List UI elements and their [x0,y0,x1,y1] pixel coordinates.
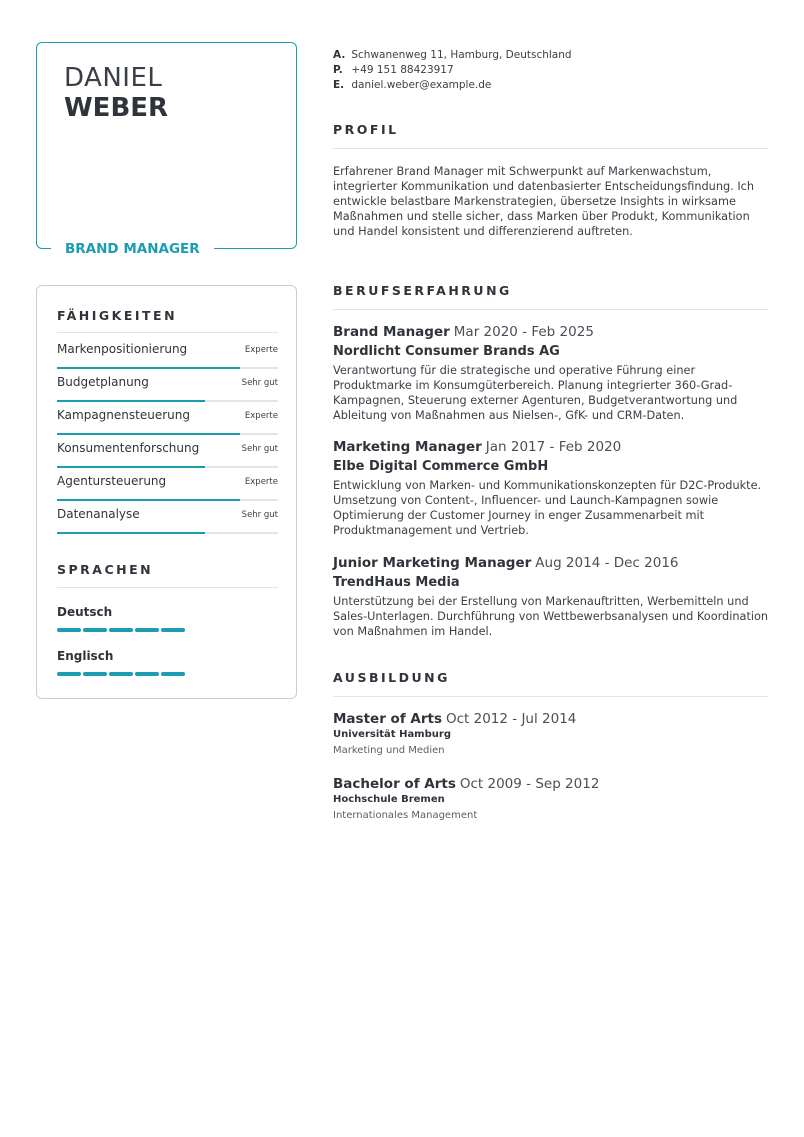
contact-phone [333,63,572,78]
languages-divider [57,587,278,588]
edu-degree: Master of Arts [333,711,442,727]
skill-bar-fill [57,532,205,534]
skill-bar [57,532,278,534]
job-role: Junior Marketing Manager [333,555,532,571]
skill-item [57,402,278,435]
skill-level: Experte [244,345,278,355]
skill-item [57,468,278,501]
edu-school: Hochschule Bremen [333,794,445,805]
languages-heading: SPRACHEN [57,562,154,577]
skill-item [57,501,278,534]
job-dates: Jan 2017 - Feb 2020 [485,439,622,455]
language-name: Deutsch [57,605,113,619]
job-description: Verantwortung für die strategische und operative Führung einer Produktmarke im Konsumgüterbereich. Planung integrierter 360-Grad-Kampagnen, Steuerung externer Agenturen, Budgetverantwortung und Ableitung von Maßnahmen aus Nielsen-, GfK- und CRM-Daten. [333,364,738,422]
job-role: Brand Manager [333,324,450,340]
skill-level: Experte [244,477,278,487]
skills-divider [57,332,278,333]
skill-level: Sehr gut [241,378,278,388]
job-dates: Aug 2014 - Dec 2016 [535,555,679,571]
job-entry [333,438,773,538]
job-dates: Mar 2020 - Feb 2025 [453,324,594,340]
education-divider [333,696,768,697]
job-entry [333,554,773,639]
address-label: A. [333,49,346,61]
language-rating [57,672,278,676]
skill-name: Datenanalyse [57,507,140,521]
profile-text: Erfahrener Brand Manager mit Schwerpunkt auf Markenwachstum, integrierter Kommunikation und datenbasierter Entscheidungsfindung. Ich entwickle belastbare Markenstrategien, übersetze Insights in wirksame Maßnahmen und stelle sicher, dass Marken über Produkt, Kommunikation und Handel konsistent und differenzierend auftreten. [333,165,755,238]
edu-degree: Bachelor of Arts [333,776,456,792]
skill-item [57,336,278,369]
language-rating-dash [161,672,185,676]
sidebar-card [36,285,297,699]
edu-field: Internationales Management [333,810,478,821]
last-name: WEBER [64,93,169,123]
skill-item [57,435,278,468]
contact-email [333,78,572,93]
language-name: Englisch [57,649,114,663]
language-rating-dash [57,672,81,676]
skill-name: Kampagnensteuerung [57,408,190,422]
skill-level: Sehr gut [241,510,278,520]
email-label: E. [333,79,345,91]
skill-level: Experte [244,411,278,421]
job-company: Nordlicht Consumer Brands AG [333,344,560,359]
address-value: Schwanenweg 11, Hamburg, Deutschland [351,49,572,61]
contact-block [333,48,572,93]
first-name: DANIEL [64,63,163,93]
experience-divider [333,309,768,310]
edu-dates: Oct 2012 - Jul 2014 [446,711,577,727]
skills-heading: FÄHIGKEITEN [57,308,178,323]
language-rating-dash [57,628,81,632]
skill-name: Markenpositionierung [57,342,188,356]
profile-divider [333,148,768,149]
name-card [36,42,297,257]
job-description: Unterstützung bei der Erstellung von Markenauftritten, Werbemitteln und Sales-Unterlagen. Durchführung von Wettbewerbsanalysen und Koordination von Maßnahmen im Handel. [333,595,769,638]
education-entry [333,710,773,756]
edu-dates: Oct 2009 - Sep 2012 [459,776,600,792]
job-title: BRAND MANAGER [51,238,214,260]
education-heading: AUSBILDUNG [333,670,450,685]
job-company: Elbe Digital Commerce GmbH [333,459,549,474]
contact-address [333,48,572,63]
language-rating-dash [109,628,133,632]
experience-heading: BERUFSERFAHRUNG [333,283,512,298]
skill-item [57,369,278,402]
language-item [57,605,278,632]
language-rating-dash [135,672,159,676]
language-rating-dash [83,628,107,632]
job-company: TrendHaus Media [333,575,460,590]
skill-name: Konsumentenforschung [57,441,200,455]
language-rating-dash [83,672,107,676]
phone-label: P. [333,64,343,76]
phone-value: +49 151 88423917 [351,64,454,76]
language-rating-dash [109,672,133,676]
email-value: daniel.weber@example.de [351,79,492,91]
language-rating [57,628,278,632]
skill-name: Agentursteuerung [57,474,167,488]
language-rating-dash [161,628,185,632]
skill-name: Budgetplanung [57,375,149,389]
education-entry [333,775,773,821]
edu-field: Marketing und Medien [333,745,445,756]
language-item [57,649,278,676]
profile-heading: PROFIL [333,122,399,137]
language-rating-dash [135,628,159,632]
job-role: Marketing Manager [333,439,482,455]
job-description: Entwicklung von Marken- und Kommunikationskonzepten für D2C-Produkte. Umsetzung von Content-, Influencer- und Launch-Kampagnen sowie Optimierung der Customer Journey in enger Zusammenarbeit mit Produktmanagement und Vertrieb. [333,479,762,537]
job-entry [333,323,773,423]
skill-level: Sehr gut [241,444,278,454]
edu-school: Universität Hamburg [333,729,451,740]
